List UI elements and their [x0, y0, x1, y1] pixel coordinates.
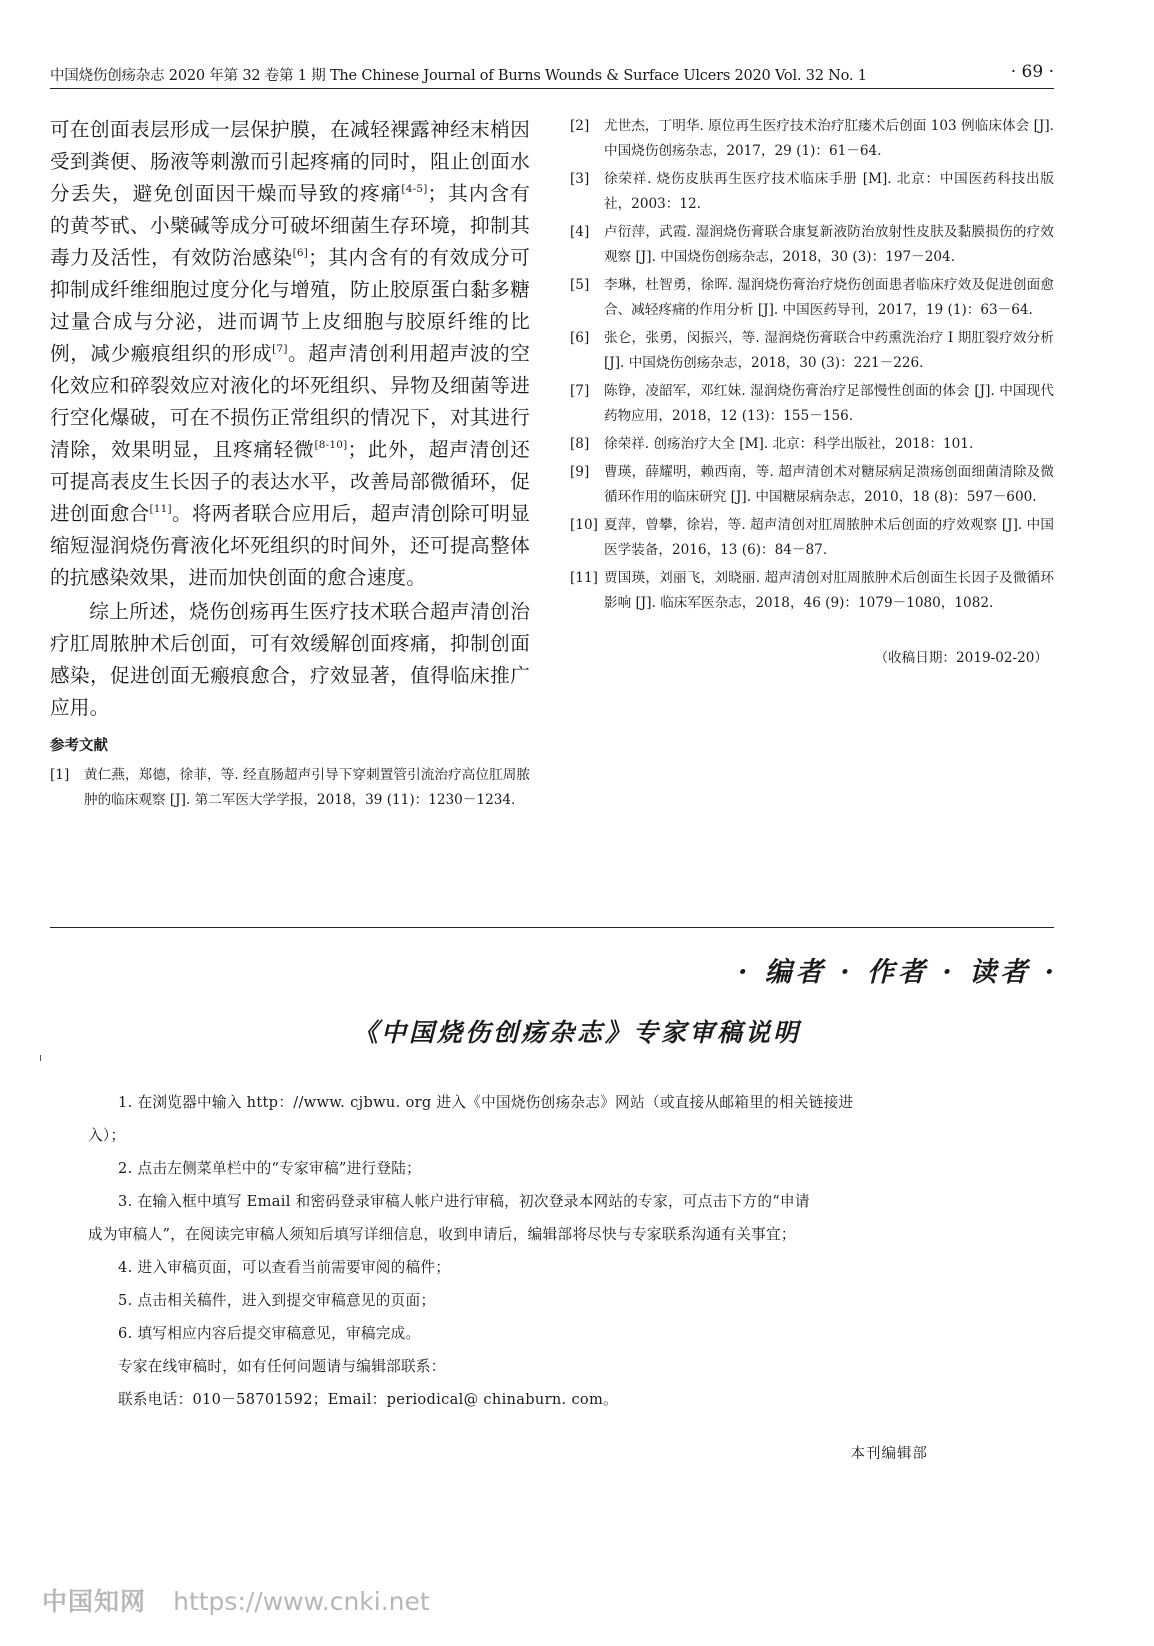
reference-item — [570, 432, 1054, 457]
reference-text: 贾国瑛，刘丽飞，刘晓丽. 超声清创对肛周脓肿术后创面生长因子及微循环影响 [J]. 临床军医杂志，2018，46 (9)：1079－1080，1082. — [604, 570, 1054, 611]
reference-item — [570, 220, 1054, 270]
right-column — [570, 114, 1054, 666]
reference-number: [11] — [570, 570, 598, 586]
text-run: 。超声清创利用超声波的空化效应和碎裂效应对液化的坏死组织、异物及细菌等进行空化爆破，可在不损伤正常组织的情况下，对其进行清除，效果明显，且疼痛轻微 — [50, 342, 530, 461]
citation: [7] — [272, 343, 288, 355]
reference-text: 夏萍，曾攀，徐岩，等. 超声清创对肛周脓肿术后创面的疗效观察 [J]. 中国医学装备，2016，13 (6)：84－87. — [604, 517, 1054, 558]
received-date: （收稿日期：2019-02-20） — [874, 650, 1048, 666]
reference-text: 李琳，杜智勇，徐晖. 湿润烧伤膏治疗烧伤创面患者临床疗效及促进创面愈合、减轻疼痛的作用分析 [J]. 中国医药导刊，2017，19 (1)：63－64. — [604, 277, 1054, 318]
cnki-logo: 中国知网 — [42, 1587, 147, 1616]
notice-body — [88, 1086, 988, 1416]
text-run: ；其内含有的黄芩甙、小檗碱等成分可破坏细菌生存环境，抑制其毒力及活性，有效防治感染 — [50, 182, 530, 269]
notice-step-2: 2. 点击左侧菜单栏中的“专家审稿”进行登陆； — [118, 1160, 422, 1177]
reference-number: [8] — [570, 436, 590, 452]
reference-text: 曹瑛，薛耀明，赖西南，等. 超声清创术对糖尿病足溃疡创面细菌清除及微循环作用的临床研究 [J]. 中国糖尿病杂志，2010，18 (8)：597－600. — [604, 464, 1054, 505]
text-run: 。将两者联合应用后，超声清创除可明显缩短湿润烧伤膏液化坏死组织的时间外，还可提高整体的抗感染效果，进而加快创面的愈合速度。 — [50, 502, 531, 589]
reference-number: [1] — [50, 767, 70, 783]
notice-step-1: 1. 在浏览器中输入 http：//www. cjbwu. org 进入《中国烧伤创疡杂志》网站（或直接从邮箱里的相关链接进 — [118, 1094, 854, 1111]
reference-text: 卢衍萍，武霞. 湿润烧伤膏联合康复新液防治放射性皮肤及黏膜损伤的疗效观察 [J]. 中国烧伤创疡杂志，2018，30 (3)：197－204. — [604, 224, 1054, 265]
reference-item — [570, 513, 1054, 563]
reference-item — [570, 114, 1054, 164]
body-paragraph-1 — [50, 114, 530, 594]
citation: [8-10] — [314, 439, 348, 451]
text-run: ；此外，超声清创还可提高表皮生长因子的表达水平，改善局部微循环，促进创面愈合 — [50, 438, 530, 525]
notice-step-1-cont: 入）； — [88, 1127, 126, 1144]
cnki-watermark — [42, 1582, 430, 1618]
reference-number: [10] — [570, 517, 598, 533]
reference-item — [570, 379, 1054, 429]
margin-mark — [40, 1055, 41, 1061]
journal-header-text: 中国烧伤创疡杂志 2020 年第 32 卷第 1 期 The Chinese Journal of Burns Wounds & Surface Ulcers 2020 Vol. 32 No. 1 — [50, 68, 867, 84]
reference-item — [570, 273, 1054, 323]
notice-contact-intro: 专家在线审稿时，如有任何问题请与编辑部联系： — [118, 1358, 446, 1375]
notice-step-5: 5. 点击相关稿件，进入到提交审稿意见的页面； — [118, 1292, 436, 1309]
reference-item — [570, 167, 1054, 217]
citation: [6] — [292, 247, 309, 259]
reference-number: [2] — [570, 118, 590, 134]
notice-title: 《中国烧伤创疡杂志》专家审稿说明 — [352, 1018, 801, 1047]
reference-item — [570, 566, 1054, 616]
reference-list — [570, 114, 1054, 616]
left-column — [50, 114, 530, 816]
references-heading: 参考文献 — [50, 738, 108, 754]
page-number: · 69 · — [1010, 62, 1054, 82]
reference-number: [3] — [570, 171, 590, 187]
text-run: 可在创面表层形成一层保护膜，在减轻裸露神经末梢因受到粪便、肠液等刺激而引起疼痛的同时，阻止创面水分丢失，避免创面因干燥而导致的疼痛 — [50, 118, 530, 205]
cnki-url[interactable]: https://www.cnki.net — [173, 1587, 430, 1616]
reference-text: 尤世杰，丁明华. 原位再生医疗技术治疗肛瘘术后创面 103 例临床体会 [J]. 中国烧伤创疡杂志，2017，29 (1)：61－64. — [604, 118, 1054, 159]
citation: [4-5] — [401, 183, 428, 195]
conclusion-paragraph: 综上所述，烧伤创疡再生医疗技术联合超声清创治疗肛周脓肿术后创面，可有效缓解创面疼痛，抑制创面感染，促进创面无瘢痕愈合，疗效显著，值得临床推广应用。 — [50, 600, 530, 719]
reference-number: [7] — [570, 383, 590, 399]
text-run: ；其内含有的有效成分可抑制成纤维细胞过度分化与增殖，防止胶原蛋白黏多糖过量合成与分泌，进而调节上皮细胞与胶原纤维的比例，减少瘢痕组织的形成 — [50, 246, 530, 365]
reference-text: 黄仁燕，郑德，徐菲，等. 经直肠超声引导下穿刺置管引流治疗高位肛周脓肿的临床观察 [J]. 第二军医大学学报，2018，39 (11)：1230－1234. — [84, 767, 530, 808]
notice-step-4: 4. 进入审稿页面，可以查看当前需要审阅的稿件； — [118, 1259, 451, 1276]
reference-number: [9] — [570, 464, 590, 480]
reference-number: [6] — [570, 330, 590, 346]
reference-text: 徐荣祥. 烧伤皮肤再生医疗技术临床手册 [M]. 北京：中国医药科技出版社，2003：12. — [604, 171, 1054, 212]
reference-item — [50, 763, 530, 813]
reference-number: [4] — [570, 224, 590, 240]
running-header — [50, 62, 1054, 89]
editorial-signoff: 本刊编辑部 — [850, 1446, 928, 1462]
notice-contact: 联系电话：010－58701592；Email：periodical@ chinaburn. com。 — [118, 1391, 619, 1408]
reference-item — [570, 460, 1054, 510]
reference-text: 徐荣祥. 创疡治疗大全 [M]. 北京：科学出版社，2018：101. — [604, 436, 974, 452]
notice-step-6: 6. 填写相应内容后提交审稿意见，审稿完成。 — [118, 1325, 421, 1342]
reference-text: 陈铮，凌韶军，邓红妹. 湿润烧伤膏治疗足部慢性创面的体会 [J]. 中国现代药物应用，2018，12 (13)：155－156. — [604, 383, 1054, 424]
reference-number: [5] — [570, 277, 590, 293]
notice-step-3-cont: 成为审稿人”，在阅读完审稿人须知后填写详细信息，收到申请后，编辑部将尽快与专家联系沟通有关事宜； — [88, 1226, 796, 1243]
citation: [11] — [149, 503, 172, 515]
reference-item — [570, 326, 1054, 376]
section-divider — [50, 927, 1054, 928]
reference-text: 张仑，张勇，闵振兴，等. 湿润烧伤膏联合中药熏洗治疗 I 期肛裂疗效分析 [J]. 中国烧伤创疡杂志，2018，30 (3)：221－226. — [604, 330, 1054, 371]
notice-step-3: 3. 在输入框中填写 Email 和密码登录审稿人帐户进行审稿，初次登录本网站的专家，可点击下方的“申请 — [118, 1193, 810, 1210]
section-tag: · 编者 · 作者 · 读者 · — [738, 957, 1058, 988]
